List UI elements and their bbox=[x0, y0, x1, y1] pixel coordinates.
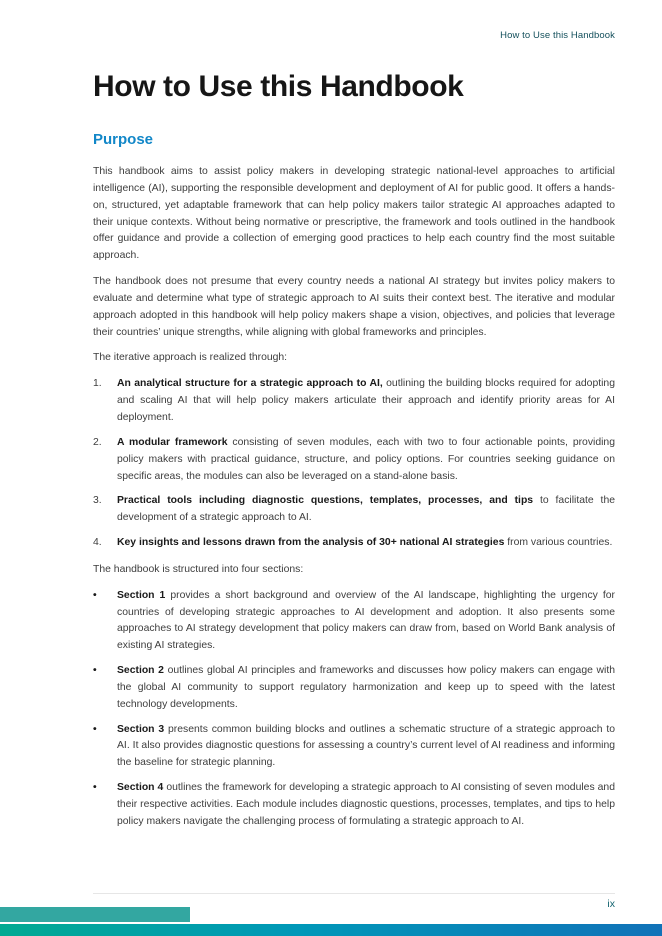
item-text bbox=[117, 493, 615, 527]
item-number: 4. bbox=[93, 537, 102, 549]
numbered-item bbox=[93, 493, 615, 527]
item-lead: Section 1 bbox=[117, 589, 166, 601]
item-body: from various countries. bbox=[504, 537, 613, 549]
sections-intro: The handbook is structured into four sections: bbox=[93, 563, 304, 575]
item-body: provides a short background and overview of the AI landscape, highlighting the urgency for countries of developing strategic approaches to AI development and adoption. It also presents some approaches to AI strategy development that policy makers can draw from, based on World Bank analysis of existing AI strategies. bbox=[117, 589, 615, 652]
bullet-item bbox=[93, 780, 615, 831]
item-text bbox=[117, 535, 615, 552]
page-title: How to Use this Handbook bbox=[93, 70, 464, 103]
bullet-icon: • bbox=[93, 665, 97, 677]
running-header: How to Use this Handbook bbox=[500, 30, 615, 41]
footer-accent-block bbox=[0, 907, 190, 922]
item-lead: Section 3 bbox=[117, 723, 165, 735]
item-lead: A modular framework bbox=[117, 436, 228, 448]
bullet-item bbox=[93, 722, 615, 773]
section-heading-purpose: Purpose bbox=[93, 131, 154, 148]
bullet-icon: • bbox=[93, 782, 97, 794]
item-lead: Practical tools including diagnostic questions, templates, processes, and tips bbox=[117, 495, 534, 507]
page-content bbox=[93, 70, 615, 839]
bullet-icon: • bbox=[93, 723, 97, 735]
bullet-item bbox=[93, 663, 615, 714]
item-lead: An analytical structure for a strategic approach to AI, bbox=[117, 378, 383, 390]
item-text bbox=[117, 780, 615, 831]
item-body: to facilitate the development of a strategic approach to AI. bbox=[117, 495, 616, 524]
item-body: outlines the framework for developing a strategic approach to AI consisting of seven modules and their respective activities. Each module includes diagnostic questions, processes, templates, and tips to help policy makers navigate the challenging process of formulating a strategic approach to AI. bbox=[117, 782, 615, 827]
item-text bbox=[117, 376, 615, 427]
item-text bbox=[117, 663, 615, 714]
item-lead: Section 2 bbox=[117, 665, 164, 677]
item-text bbox=[117, 588, 615, 655]
item-number: 3. bbox=[93, 495, 102, 507]
item-lead: Key insights and lessons drawn from the analysis of 30+ national AI strategies bbox=[117, 537, 505, 549]
item-text bbox=[117, 435, 615, 486]
footer-gradient-bar bbox=[0, 924, 662, 936]
item-lead: Section 4 bbox=[117, 782, 164, 794]
numbered-item bbox=[93, 535, 615, 552]
item-number: 2. bbox=[93, 436, 102, 448]
item-body: consisting of seven modules, each with two to four actionable points, providing policy makers with practical guidance, structure, and policy options. For countries seeking guidance on specific areas, the modules can also be leveraged on a stand-alone basis. bbox=[117, 436, 615, 482]
item-text bbox=[117, 722, 615, 773]
page-number: ix bbox=[607, 898, 615, 910]
paragraph: This handbook aims to assist policy makers in developing strategic national-level approaches to artificial intelligence (AI), supporting the responsible development and deployment of AI for public good. It offers a hands-on, structured, yet adaptable framework that can help policy makers tailor strategic AI approaches adapted to their unique contexts. Without being normative or prescriptive, the framework and tools outlined in the handbook offer guidance and provide a collection of emerging good practices to help each country find the most suitable approach. bbox=[93, 166, 615, 262]
item-body: presents common building blocks and outlines a schematic structure of a strategic approach to AI. It also provides diagnostic questions for assessing a country’s current level of AI readiness and informing the baseline for strategic planning. bbox=[117, 723, 615, 769]
item-body: outlines global AI principles and frameworks and discusses how policy makers can engage with the global AI community to support regulatory harmonization and keep up to speed with the latest technology developments. bbox=[117, 665, 615, 710]
numbered-item bbox=[93, 376, 615, 427]
list-intro: The iterative approach is realized through: bbox=[93, 352, 288, 364]
footer-divider bbox=[93, 893, 615, 894]
bullet-item bbox=[93, 588, 615, 655]
numbered-item bbox=[93, 435, 615, 486]
item-number: 1. bbox=[93, 378, 102, 390]
bullet-icon: • bbox=[93, 589, 97, 601]
item-body: outlining the building blocks required for adopting and scaling AI that will help policy makers articulate their approach and identify priority areas for AI deployment. bbox=[117, 378, 615, 423]
paragraph: The handbook does not presume that every country needs a national AI strategy but invites policy makers to evaluate and determine what type of strategic approach to AI suits their context best. The iterative and modular approach adopted in this handbook will help policy makers shape a vision, objectives, and policies that leverage their countries’ unique strengths, while aligning with global frameworks and principles. bbox=[93, 276, 615, 338]
